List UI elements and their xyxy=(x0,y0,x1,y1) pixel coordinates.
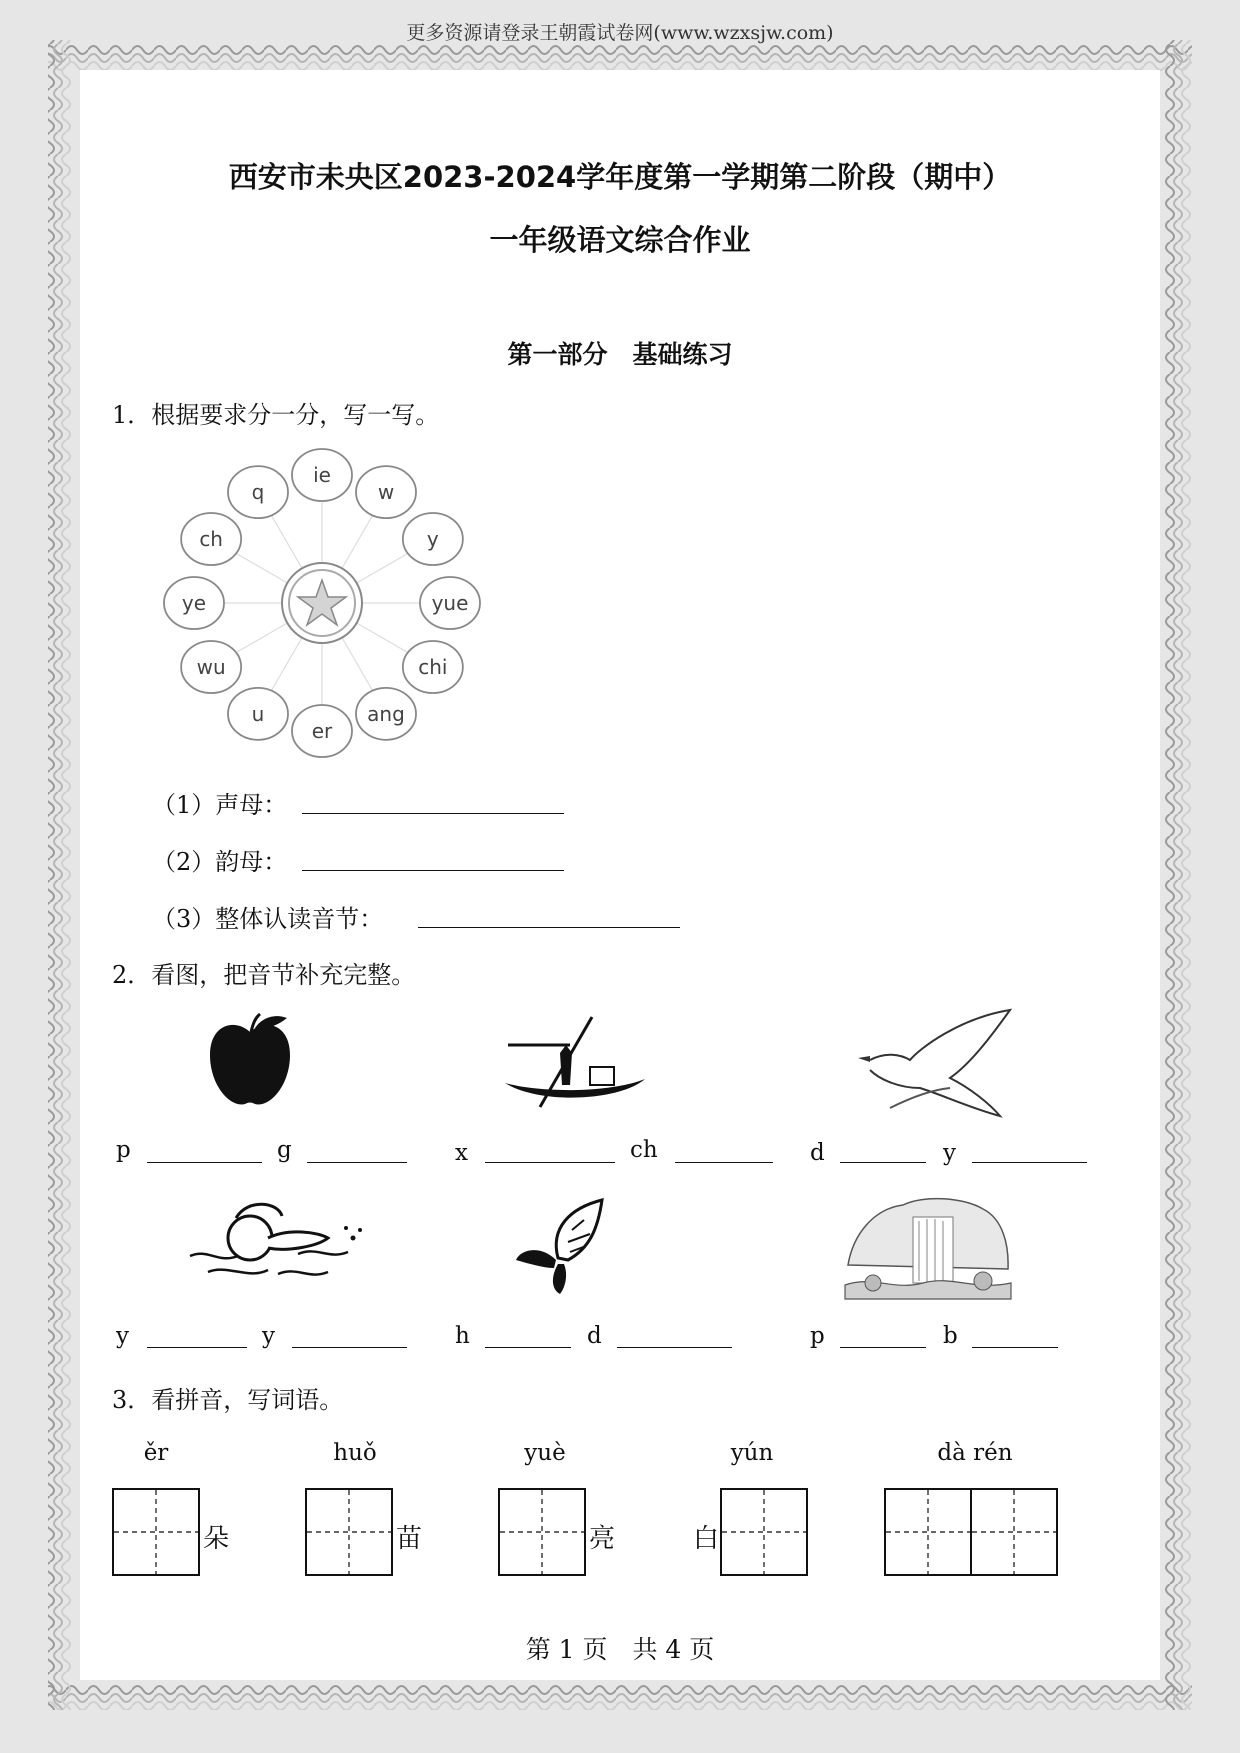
q1-sub-2: （2）韵母： xyxy=(152,848,288,876)
title-line-1: 西安市未央区2023-2024学年度第一学期第二阶段（期中） xyxy=(228,160,1012,194)
q2-r2-blank-6[interactable] xyxy=(972,1347,1058,1348)
writing-grid-box[interactable] xyxy=(970,1488,1058,1580)
wheel-node-label: ang xyxy=(367,701,405,726)
q2-r1-blank-2[interactable] xyxy=(307,1162,407,1163)
q2-r2-label-2: y xyxy=(262,1323,275,1349)
q2-r2-label-3: h xyxy=(455,1323,470,1349)
question-3-prompt: 3．看拼音，写词语。 xyxy=(112,1386,344,1414)
goose-icon xyxy=(850,1008,1020,1118)
wheel-node xyxy=(356,688,416,740)
title-line-2: 一年级语文综合作业 xyxy=(489,223,751,257)
wheel-node xyxy=(181,513,241,565)
word-char-3: 亮 xyxy=(589,1524,616,1554)
q2-r2-label-1: y xyxy=(116,1323,129,1349)
pinyin-2: huǒ xyxy=(333,1440,377,1466)
waterfall-icon xyxy=(843,1195,1013,1300)
pinyin-4: yún xyxy=(730,1440,774,1466)
q2-r2-blank-4[interactable] xyxy=(617,1347,732,1348)
wheel-node xyxy=(228,688,288,740)
writing-grid-box[interactable] xyxy=(305,1488,393,1580)
butterfly-icon xyxy=(510,1198,610,1296)
wheel-node-label: er xyxy=(311,719,333,743)
q1-sub-1: （1）声母： xyxy=(152,791,288,819)
wheel-node-label: wu xyxy=(196,655,226,679)
q2-r1-blank-1[interactable] xyxy=(147,1162,262,1163)
q2-r1-label-5: d xyxy=(810,1140,825,1166)
word-char-4: 白 xyxy=(693,1524,720,1554)
writing-grid-box[interactable] xyxy=(720,1488,808,1580)
word-char-2: 苗 xyxy=(396,1524,423,1554)
pinyin-1: ěr xyxy=(143,1440,169,1466)
q2-r2-blank-3[interactable] xyxy=(485,1347,571,1348)
wheel-node-label: chi xyxy=(418,655,448,679)
q2-r1-blank-5[interactable] xyxy=(840,1162,926,1163)
q1-sub-3: （3）整体认读音节： xyxy=(152,905,384,933)
wheel-node-label: ie xyxy=(313,463,331,487)
q1-answer-3[interactable] xyxy=(418,927,680,928)
q2-r1-label-6: y xyxy=(943,1140,956,1166)
q2-r2-label-6: b xyxy=(943,1323,958,1349)
q2-r1-label-3: x xyxy=(455,1140,468,1166)
q2-r2-blank-5[interactable] xyxy=(840,1347,926,1348)
q2-r2-label-4: d xyxy=(587,1323,602,1349)
writing-grid-box[interactable] xyxy=(112,1488,200,1580)
q2-r2-blank-1[interactable] xyxy=(147,1347,247,1348)
section-heading: 第一部分 基础练习 xyxy=(507,340,733,369)
wheel-node-label: yue xyxy=(431,591,469,615)
wheel-node-label: w xyxy=(377,480,395,505)
wheel-node-label: ch xyxy=(199,527,223,551)
q1-answer-1[interactable] xyxy=(302,813,564,814)
wheel-node-label: ye xyxy=(181,591,207,615)
writing-grid-box[interactable] xyxy=(884,1488,972,1580)
question-2-prompt: 2．看图，把音节补充完整。 xyxy=(112,961,416,989)
q2-r1-label-2: g xyxy=(277,1137,292,1163)
q2-r1-blank-4[interactable] xyxy=(675,1162,773,1163)
wheel-node xyxy=(292,705,352,757)
boat-icon xyxy=(500,1015,650,1110)
wheel-node-label: y xyxy=(426,527,439,551)
q2-r1-blank-3[interactable] xyxy=(485,1162,615,1163)
pinyin-wheel xyxy=(130,440,500,770)
wheel-node xyxy=(292,449,352,501)
wheel-node xyxy=(420,577,480,629)
q2-r1-blank-6[interactable] xyxy=(972,1162,1087,1163)
writing-grid-box[interactable] xyxy=(498,1488,586,1580)
q2-r1-label-1: p xyxy=(116,1137,131,1163)
wheel-node xyxy=(164,577,224,629)
apple-icon xyxy=(205,1010,295,1110)
wheel-node-label: u xyxy=(251,701,265,726)
wheel-node xyxy=(228,466,288,518)
wheel-node xyxy=(356,466,416,518)
header-note: 更多资源请登录王朝霞试卷网(www.wzxsjw.com) xyxy=(406,22,834,44)
pinyin-5: dà rén xyxy=(937,1440,1013,1466)
page-footer: 第 1 页 共 4 页 xyxy=(525,1635,715,1664)
word-char-1: 朵 xyxy=(203,1524,230,1554)
q1-answer-2[interactable] xyxy=(302,870,564,871)
q2-r2-blank-2[interactable] xyxy=(292,1347,407,1348)
q2-r1-label-4: ch xyxy=(630,1137,658,1163)
question-1-prompt: 1．根据要求分一分，写一写。 xyxy=(112,401,440,429)
wheel-node-label: q xyxy=(251,480,265,505)
wheel-node xyxy=(181,641,241,693)
q2-r2-label-5: p xyxy=(810,1323,825,1349)
wheel-node xyxy=(403,513,463,565)
wheel-node xyxy=(403,641,463,693)
swimmer-icon xyxy=(188,1198,368,1293)
pinyin-3: yuè xyxy=(524,1440,566,1466)
